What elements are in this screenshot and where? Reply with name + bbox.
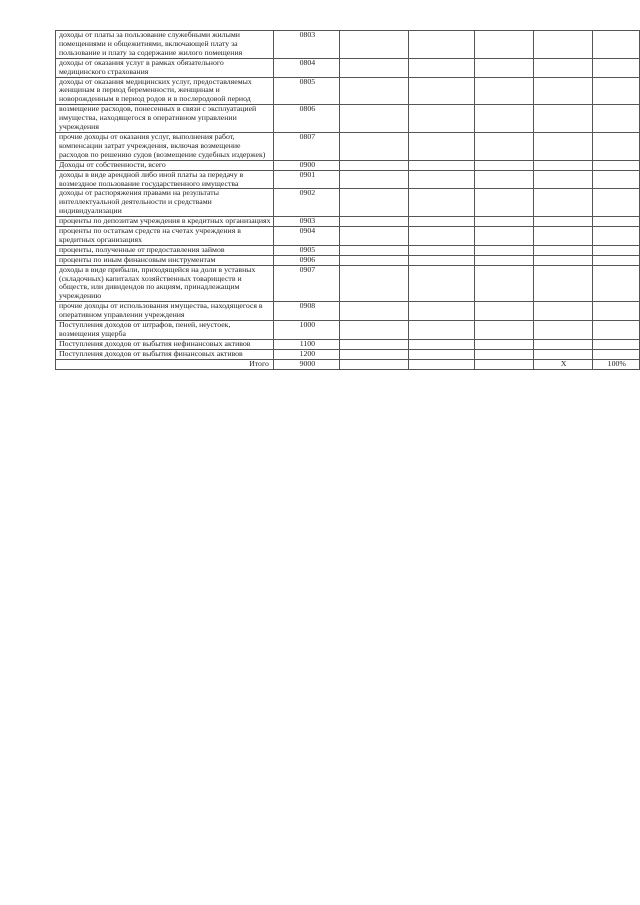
row-cell [339,321,408,340]
row-cell [339,31,408,59]
table-row [56,77,640,105]
row-name: доходы от распоряжения правами на результаты интеллектуальной деятельности и средствами индивидуализации [56,189,274,217]
row-name: доходы в виде арендной либо иной платы за передачу в возмездное пользование государственного имущества [56,170,274,189]
table-row [56,132,640,160]
row-code: 1000 [273,321,339,340]
table-row [56,105,640,133]
row-cell [533,339,592,349]
row-cell [475,255,533,265]
row-cell [339,302,408,321]
row-cell [475,265,533,302]
table-row [56,339,640,349]
row-code: 0807 [273,132,339,160]
row-code: 0901 [273,170,339,189]
row-cell [339,160,408,170]
row-cell [533,105,592,133]
row-cell [409,160,475,170]
total-cell [475,359,533,369]
total-label: Итого [56,359,274,369]
row-cell [409,321,475,340]
row-cell [592,31,639,59]
row-cell [475,189,533,217]
row-cell [533,170,592,189]
row-cell [475,217,533,227]
row-cell [592,349,639,359]
row-cell [592,105,639,133]
row-cell [592,160,639,170]
row-cell [339,339,408,349]
row-cell [592,227,639,246]
row-cell [409,189,475,217]
row-cell [409,265,475,302]
row-cell [475,31,533,59]
table-row [56,255,640,265]
row-name: Поступления доходов от выбытия финансовых активов [56,349,274,359]
income-table [55,30,640,370]
row-cell [592,255,639,265]
row-cell [592,217,639,227]
row-cell [409,339,475,349]
table-row [56,160,640,170]
row-code: 0903 [273,217,339,227]
total-mark-x: X [533,359,592,369]
row-cell [592,189,639,217]
row-cell [592,321,639,340]
row-cell [339,58,408,77]
row-name: прочие доходы от оказания услуг, выполнения работ, компенсации затрат учреждения, включая возмещение расходов по решению судов (возмещение судебных издержек) [56,132,274,160]
row-cell [339,170,408,189]
row-cell [533,302,592,321]
row-cell [475,302,533,321]
row-code: 0905 [273,245,339,255]
row-name: доходы от оказания медицинских услуг, предоставляемых женщинам в период беременности, женщинам и новорожденным в период родов и в послеродовой период [56,77,274,105]
row-cell [409,132,475,160]
row-name: прочие доходы от использования имущества, находящегося в оперативном управлении учреждения [56,302,274,321]
row-cell [339,77,408,105]
row-name: Поступления доходов от выбытия нефинансовых активов [56,339,274,349]
row-cell [409,227,475,246]
row-name: Поступления доходов от штрафов, пеней, неустоек, возмещения ущерба [56,321,274,340]
row-cell [592,77,639,105]
row-cell [592,170,639,189]
row-code: 0900 [273,160,339,170]
table-row [56,189,640,217]
row-cell [339,265,408,302]
row-cell [339,132,408,160]
row-cell [533,227,592,246]
row-cell [533,77,592,105]
row-cell [475,105,533,133]
row-name: проценты по остаткам средств на счетах учреждения в кредитных организациях [56,227,274,246]
row-cell [339,105,408,133]
row-cell [475,170,533,189]
row-cell [475,339,533,349]
row-cell [533,265,592,302]
row-cell [409,255,475,265]
total-cell [339,359,408,369]
table-row [56,170,640,189]
table-row [56,58,640,77]
table-row [56,227,640,246]
row-cell [409,170,475,189]
row-cell [339,189,408,217]
row-cell [339,227,408,246]
table-row [56,349,640,359]
row-code: 0904 [273,227,339,246]
row-cell [592,339,639,349]
report-sheet [55,30,640,370]
row-cell [533,189,592,217]
total-cell [409,359,475,369]
row-code: 0908 [273,302,339,321]
row-cell [533,217,592,227]
row-cell [533,321,592,340]
income-table-body [56,31,640,360]
table-row [56,265,640,302]
table-row [56,217,640,227]
row-cell [533,58,592,77]
total-code: 9000 [273,359,339,369]
row-name: доходы от платы за пользование служебными жилыми помещениями и общежитиями, включающей плату за пользование и плату за содержание жилого помещения [56,31,274,59]
row-cell [533,160,592,170]
row-cell [475,77,533,105]
row-code: 0804 [273,58,339,77]
row-name: доходы от оказания услуг в рамках обязательного медицинского страхования [56,58,274,77]
row-cell [339,217,408,227]
row-cell [533,349,592,359]
row-cell [475,227,533,246]
row-code: 0805 [273,77,339,105]
row-cell [339,349,408,359]
row-cell [409,58,475,77]
row-cell [409,77,475,105]
row-cell [409,302,475,321]
row-cell [533,245,592,255]
total-row [56,359,640,369]
table-row [56,31,640,59]
row-code: 0902 [273,189,339,217]
row-cell [339,255,408,265]
row-cell [339,245,408,255]
row-name: Доходы от собственности, всего [56,160,274,170]
row-cell [409,349,475,359]
row-cell [592,245,639,255]
row-code: 0907 [273,265,339,302]
row-code: 1100 [273,339,339,349]
table-row [56,302,640,321]
row-cell [533,31,592,59]
row-name: проценты по депозитам учреждения в кредитных организациях [56,217,274,227]
income-table-total [56,359,640,369]
row-code: 1200 [273,349,339,359]
table-row [56,321,640,340]
row-cell [592,302,639,321]
row-name: проценты, полученные от предоставления займов [56,245,274,255]
row-name: доходы в виде прибыли, приходящейся на доли в уставных (складочных) капиталах хозяйственных товариществ и обществ, или дивидендов по акциям, принадлежащим учреждению [56,265,274,302]
row-code: 0806 [273,105,339,133]
row-cell [409,245,475,255]
row-cell [409,31,475,59]
row-code: 0803 [273,31,339,59]
row-cell [475,58,533,77]
row-code: 0906 [273,255,339,265]
row-cell [475,132,533,160]
row-cell [533,255,592,265]
row-name: возмещение расходов, понесенных в связи с эксплуатацией имущества, находящегося в оперативном управлении учреждения [56,105,274,133]
row-cell [409,217,475,227]
row-name: проценты по иным финансовым инструментам [56,255,274,265]
row-cell [409,105,475,133]
row-cell [592,132,639,160]
total-percent: 100% [592,359,639,369]
row-cell [475,321,533,340]
row-cell [475,245,533,255]
row-cell [475,160,533,170]
row-cell [475,349,533,359]
table-row [56,245,640,255]
row-cell [533,132,592,160]
row-cell [592,58,639,77]
row-cell [592,265,639,302]
